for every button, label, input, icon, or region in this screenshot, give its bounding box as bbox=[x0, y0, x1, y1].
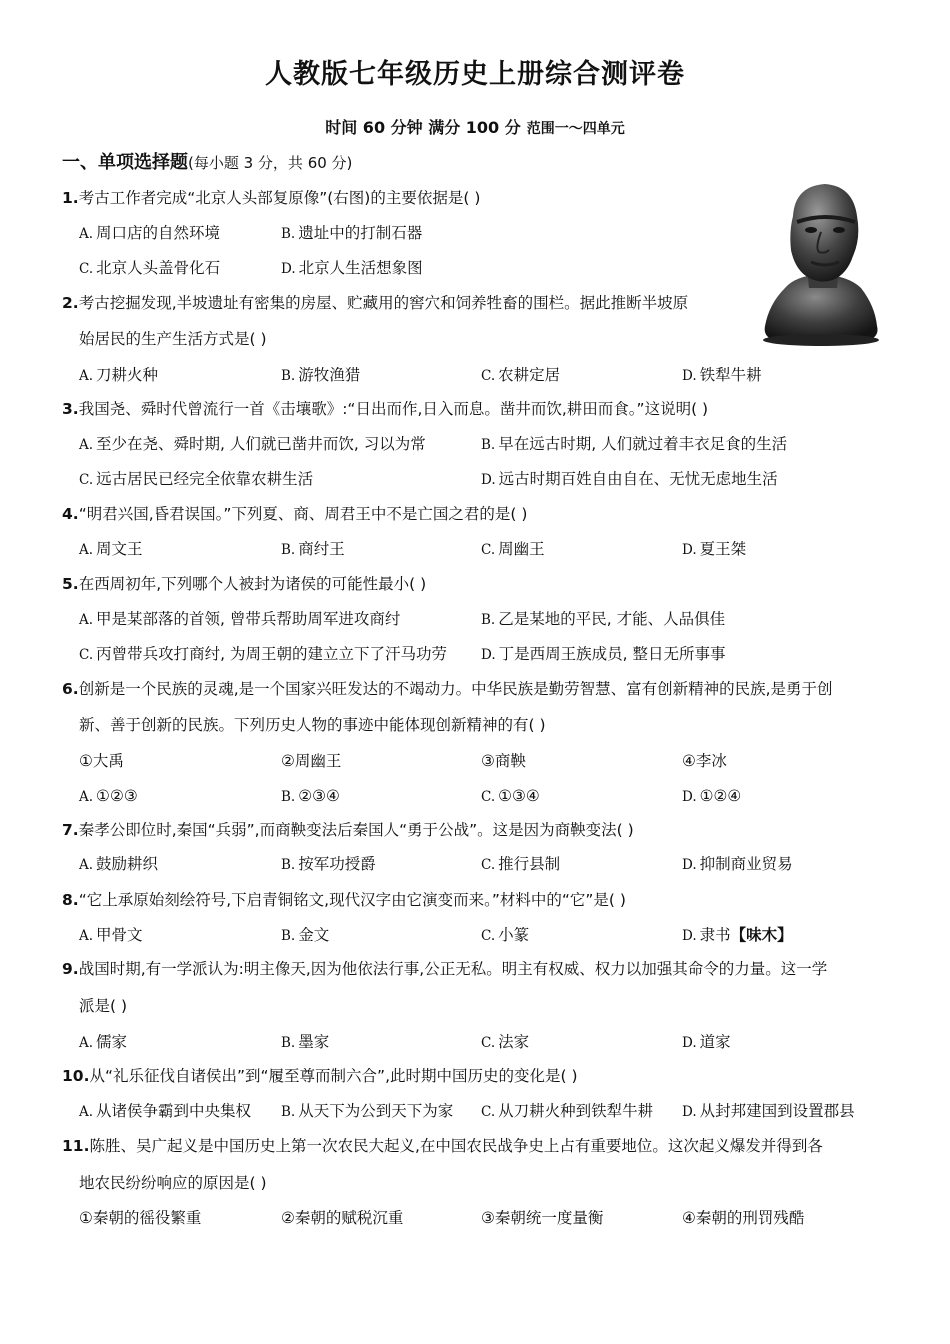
item-1: ①秦朝的徭役繁重 bbox=[79, 1209, 202, 1227]
option-a: A. 至少在尧、舜时期, 人们就已凿井而饮, 习以为常 bbox=[79, 435, 426, 453]
option-b: B. 从天下为公到天下为家 bbox=[281, 1102, 454, 1120]
option-b: B. 按军功授爵 bbox=[281, 855, 376, 873]
section-note: (每小题 3 分，共 60 分) bbox=[188, 154, 353, 172]
option-a: A. 甲是某部落的首领, 曾带兵帮助周军进攻商纣 bbox=[79, 610, 401, 628]
option-c: C. 丙曾带兵攻打商纣, 为周王朝的建立立下了汗马功劳 bbox=[79, 645, 447, 663]
option-c: C. 北京人头盖骨化石 bbox=[79, 259, 221, 277]
question-11: 11.陈胜、吴广起义是中国历史上第一次农民大起义,在中国农民战争史上占有重要地位。这次起义爆发并得到各 bbox=[62, 1137, 823, 1155]
question-7: 7.秦孝公即位时,秦国“兵弱”,而商鞅变法后秦国人“勇于公战”。这是因为商鞅变法( ) bbox=[62, 821, 634, 839]
option-d: D. ①②④ bbox=[682, 787, 742, 805]
question-11-cont: 地农民纷纷响应的原因是( ) bbox=[79, 1174, 267, 1192]
option-d: D. 夏王桀 bbox=[682, 540, 747, 558]
question-10: 10.从“礼乐征伐自诸侯出”到“履至尊而制六合”,此时期中国历史的变化是( ) bbox=[62, 1067, 578, 1085]
question-9-cont: 派是( ) bbox=[79, 997, 128, 1015]
question-5: 5.在西周初年,下列哪个人被封为诸侯的可能性最小( ) bbox=[62, 575, 427, 593]
section-heading bbox=[62, 148, 352, 174]
option-d: D. 远古时期百姓自由自在、无忧无虑地生活 bbox=[481, 470, 778, 488]
option-a: A. 儒家 bbox=[79, 1033, 128, 1051]
watermark-tag: 【味木】 bbox=[730, 926, 793, 944]
item-1: ①大禹 bbox=[79, 752, 124, 770]
item-4: ④秦朝的刑罚残酷 bbox=[682, 1209, 805, 1227]
option-a: A. 周口店的自然环境 bbox=[79, 224, 221, 242]
exam-meta bbox=[0, 115, 950, 138]
option-c: C. 远古居民已经完全依靠农耕生活 bbox=[79, 470, 314, 488]
item-3: ③秦朝统一度量衡 bbox=[481, 1209, 604, 1227]
option-a: A. 甲骨文 bbox=[79, 926, 143, 944]
question-6-cont: 新、善于创新的民族。下列历史人物的事迹中能体现创新精神的有( ) bbox=[79, 716, 546, 734]
option-d: D. 从封邦建国到设置郡县 bbox=[682, 1102, 855, 1120]
item-2: ②秦朝的赋税沉重 bbox=[281, 1209, 404, 1227]
item-3: ③商鞅 bbox=[481, 752, 526, 770]
section-title: 一、单项选择题 bbox=[62, 152, 188, 173]
option-b: B. 游牧渔猎 bbox=[281, 366, 361, 384]
option-a: A. 周文王 bbox=[79, 540, 143, 558]
option-d: D. 铁犁牛耕 bbox=[682, 366, 762, 384]
question-8: 8.“它上承原始刻绘符号,下启青铜铭文,现代汉字由它演变而来。”材料中的“它”是( ) bbox=[62, 891, 626, 909]
question-2: 2.考古挖掘发现,半坡遗址有密集的房屋、贮藏用的窖穴和饲养牲畜的围栏。据此推断半坡原 bbox=[62, 294, 689, 312]
question-6: 6.创新是一个民族的灵魂,是一个国家兴旺发达的不竭动力。中华民族是勤劳智慧、富有创新精神的民族,是勇于创 bbox=[62, 680, 833, 698]
option-a: A. ①②③ bbox=[79, 787, 138, 805]
question-2-cont: 始居民的生产生活方式是( ) bbox=[79, 330, 267, 348]
option-c: C. 周幽王 bbox=[481, 540, 545, 558]
option-a: A. 刀耕火种 bbox=[79, 366, 159, 384]
question-number: 1. bbox=[62, 189, 79, 207]
option-d: D. 丁是西周王族成员, 整日无所事事 bbox=[481, 645, 726, 663]
question-1 bbox=[62, 187, 480, 209]
option-b: B. 墨家 bbox=[281, 1033, 330, 1051]
option-d: D. 隶书【味木】 bbox=[682, 926, 793, 944]
option-c: C. 小篆 bbox=[481, 926, 530, 944]
question-3: 3.我国尧、舜时代曾流行一首《击壤歌》:“日出而作,日入而息。凿井而饮,耕田而食。”这说明( ) bbox=[62, 400, 709, 418]
option-d: D. 道家 bbox=[682, 1033, 731, 1051]
option-c: C. 法家 bbox=[481, 1033, 530, 1051]
option-a: A. 从诸侯争霸到中央集权 bbox=[79, 1102, 252, 1120]
option-d: D. 抑制商业贸易 bbox=[682, 855, 793, 873]
option-a: A. 鼓励耕织 bbox=[79, 855, 159, 873]
option-b: B. 遗址中的打制石器 bbox=[281, 224, 423, 242]
option-b: B. 金文 bbox=[281, 926, 330, 944]
option-c: C. 农耕定居 bbox=[481, 366, 561, 384]
question-text: 考古工作者完成“北京人头部复原像”(右图)的主要依据是( ) bbox=[78, 189, 481, 207]
option-b: B. 商纣王 bbox=[281, 540, 345, 558]
option-d: D. 北京人生活想象图 bbox=[281, 259, 423, 277]
option-b: B. 乙是某地的平民, 才能、人品俱佳 bbox=[481, 610, 726, 628]
time-score: 时间 60 分钟 满分 100 分 bbox=[325, 118, 521, 137]
question-9: 9.战国时期,有一学派认为:明主像天,因为他依法行事,公正无私。明主有权威、权力以加强其命令的力量。这一学 bbox=[62, 960, 828, 978]
question-4: 4.“明君兴国,昏君误国。”下列夏、商、周君王中不是亡国之君的是( ) bbox=[62, 505, 528, 523]
option-c: C. ①③④ bbox=[481, 787, 540, 805]
item-2: ②周幽王 bbox=[281, 752, 342, 770]
item-4: ④李冰 bbox=[682, 752, 727, 770]
scope: 范围一～四单元 bbox=[526, 121, 625, 137]
option-b: B. 早在远古时期, 人们就过着丰衣足食的生活 bbox=[481, 435, 788, 453]
page-title: 人教版七年级历史上册综合测评卷 bbox=[265, 59, 685, 90]
option-c: C. 从刀耕火种到铁犁牛耕 bbox=[481, 1102, 654, 1120]
option-b: B. ②③④ bbox=[281, 787, 340, 805]
option-c: C. 推行县制 bbox=[481, 855, 561, 873]
peking-man-bust-image bbox=[755, 176, 887, 348]
